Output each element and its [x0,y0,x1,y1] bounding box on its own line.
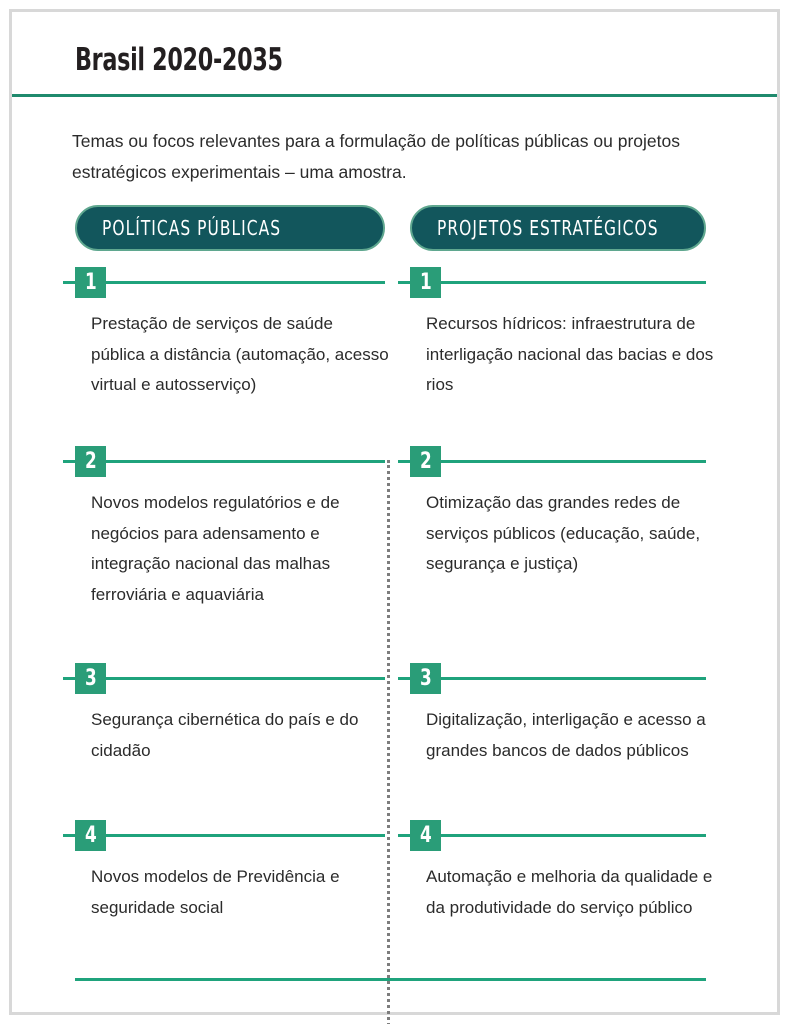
column-heading-projetos-estrategicos[interactable] [410,205,706,251]
entry-rule [63,281,385,284]
entry-number: 1 [419,270,432,295]
column-politicas-publicas [75,205,389,917]
entry-number-badge [75,820,106,851]
page-title: Brasil 2020-2035 [75,42,283,78]
entry-text: Novos modelos de Previdência e seguridade social [91,867,340,917]
entry-text: Otimização das grandes redes de serviços públicos (educação, saúde, segurança e justiça) [426,493,701,573]
entry-text: Segurança cibernética do país e do cidadão [91,710,359,760]
column-heading-politicas-publicas[interactable] [75,205,385,251]
entry-text: Recursos hídricos: infraestrutura de interligação nacional das bacias e dos rios [426,314,714,394]
entry-rule [398,281,706,284]
entry-number-badge [410,446,441,477]
page-header [12,12,777,92]
entry-rule [398,677,706,680]
column-heading-label: POLÍTICAS PÚBLICAS [102,216,282,240]
bottom-rule [75,978,706,981]
entry-number-badge [75,267,106,298]
entry-number-badge [410,820,441,851]
entry-text: Prestação de serviços de saúde pública a distância (automação, acesso virtual e autosserviço) [91,314,389,394]
entry-text: Automação e melhoria da qualidade e da produtividade do serviço público [426,867,713,917]
entry-rule [398,834,706,837]
entry-number: 2 [419,449,432,474]
entry-number: 4 [84,823,97,848]
intro-paragraph: Temas ou focos relevantes para a formulação de políticas públicas ou projetos estratégicos experimentais – uma amostra. [72,130,680,182]
entry-number-badge [75,446,106,477]
entry-text: Novos modelos regulatórios e de negócios para adensamento e integração nacional das malhas ferroviária e aquaviária [91,493,340,604]
entry-rule [63,677,385,680]
entry-number: 3 [419,666,432,691]
entry-number: 4 [419,823,432,848]
column-heading-label: PROJETOS ESTRATÉGICOS [437,216,659,240]
entry-number-badge [410,663,441,694]
entry-number-badge [75,663,106,694]
column-projetos-estrategicos [410,205,714,917]
entry-number: 3 [84,666,97,691]
entry-rule [398,460,706,463]
entry-number-badge [410,267,441,298]
title-divider-rule [12,94,777,97]
entry-text: Digitalização, interligação e acesso a grandes bancos de dados públicos [426,710,706,760]
entry-rule [63,834,385,837]
entry-number: 1 [84,270,97,295]
entry-number: 2 [84,449,97,474]
entry-rule [63,460,385,463]
